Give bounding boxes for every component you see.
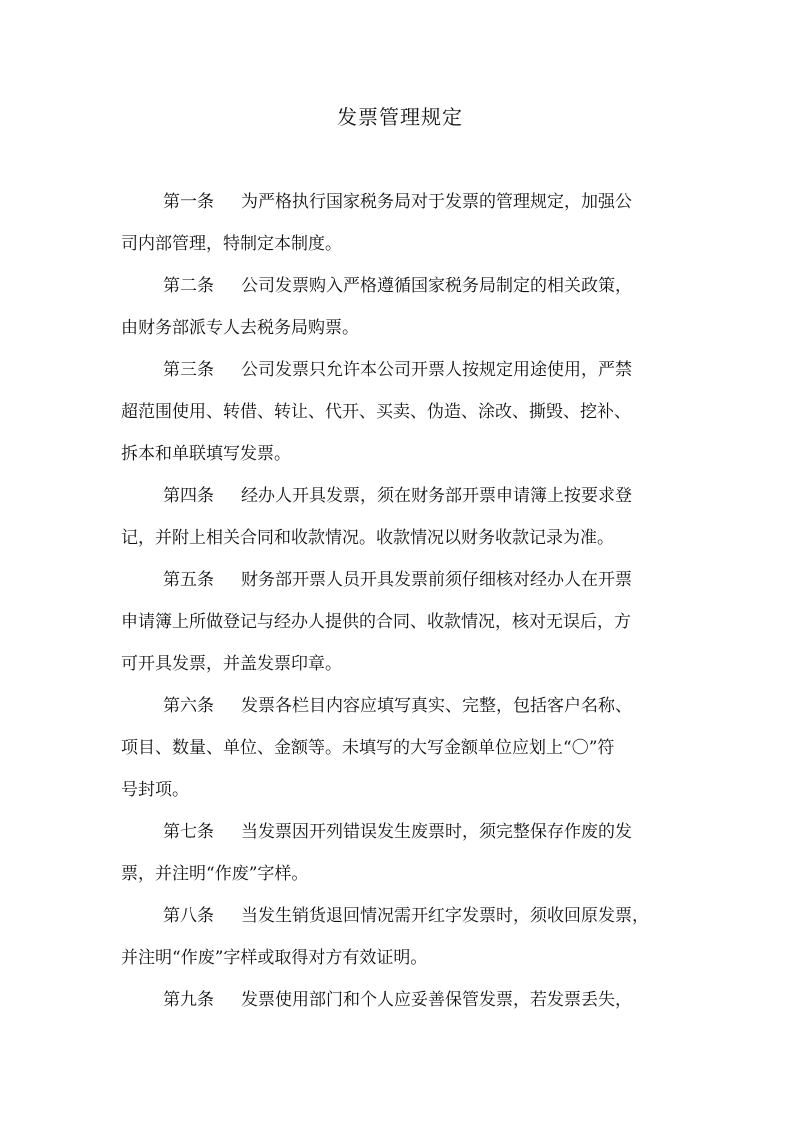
article-5-line-3: 可开具发票，并盖发票印章。	[121, 654, 342, 674]
article-text: 发票使用部门和个人应妥善保管发票，若发票丢失，	[241, 990, 632, 1010]
article-3-line-2: 超范围使用、转借、转让、代开、买卖、伪造、涂改、撕毁、挖补、	[121, 402, 631, 422]
article-label: 第八条	[163, 906, 214, 926]
article-text: 发票各栏目内容应填写真实、完整，包括客户名称、	[241, 696, 632, 716]
article-8-line-2: 并注明“作废”字样或取得对方有效证明。	[121, 948, 428, 968]
article-9-line-1	[163, 987, 632, 1013]
article-1-line-2: 司内部管理，特制定本制度。	[121, 234, 342, 254]
article-7-line-2: 票，并注明“作废”字样。	[121, 864, 309, 884]
article-3-line-1	[163, 357, 632, 383]
article-label: 第六条	[163, 696, 214, 716]
article-4-line-2: 记，并附上相关合同和收款情况。收款情况以财务收款记录为准。	[121, 528, 614, 548]
article-text: 当发票因开列错误发生废票时，须完整保存作废的发	[241, 822, 632, 842]
article-text: 为严格执行国家税务局对于发票的管理规定，加强公	[241, 192, 632, 212]
article-5-line-2: 申请簿上所做登记与经办人提供的合同、收款情况，核对无误后，方	[121, 612, 631, 632]
article-text: 公司发票只允许本公司开票人按规定用途使用，严禁	[241, 360, 632, 380]
article-2-line-1	[163, 273, 632, 299]
article-label: 第二条	[163, 276, 214, 296]
article-text: 当发生销货退回情况需开红字发票时，须收回原发票，	[241, 906, 649, 926]
article-label: 第四条	[163, 486, 214, 506]
article-label: 第三条	[163, 360, 214, 380]
article-6-line-3: 号封项。	[121, 780, 189, 800]
article-6-line-2: 项目、数量、单位、金额等。未填写的大写金额单位应划上“〇”符	[121, 738, 615, 758]
article-label: 第九条	[163, 990, 214, 1010]
article-text: 财务部开票人员开具发票前须仔细核对经办人在开票	[241, 570, 632, 590]
article-text: 经办人开具发票，须在财务部开票申请簿上按要求登	[241, 486, 632, 506]
article-label: 第七条	[163, 822, 214, 842]
article-text: 公司发票购入严格遵循国家税务局制定的相关政策，	[241, 276, 632, 296]
article-3-line-3: 拆本和单联填写发票。	[121, 444, 291, 464]
article-8-line-1	[163, 903, 649, 929]
article-5-line-1	[163, 567, 632, 593]
article-label: 第五条	[163, 570, 214, 590]
article-4-line-1	[163, 483, 632, 509]
document-title: 发票管理规定	[337, 105, 463, 129]
article-6-line-1	[163, 693, 632, 719]
article-2-line-2: 由财务部派专人去税务局购票。	[121, 318, 359, 338]
article-7-line-1	[163, 819, 632, 845]
article-1-line-1	[163, 189, 632, 215]
article-label: 第一条	[163, 192, 214, 212]
